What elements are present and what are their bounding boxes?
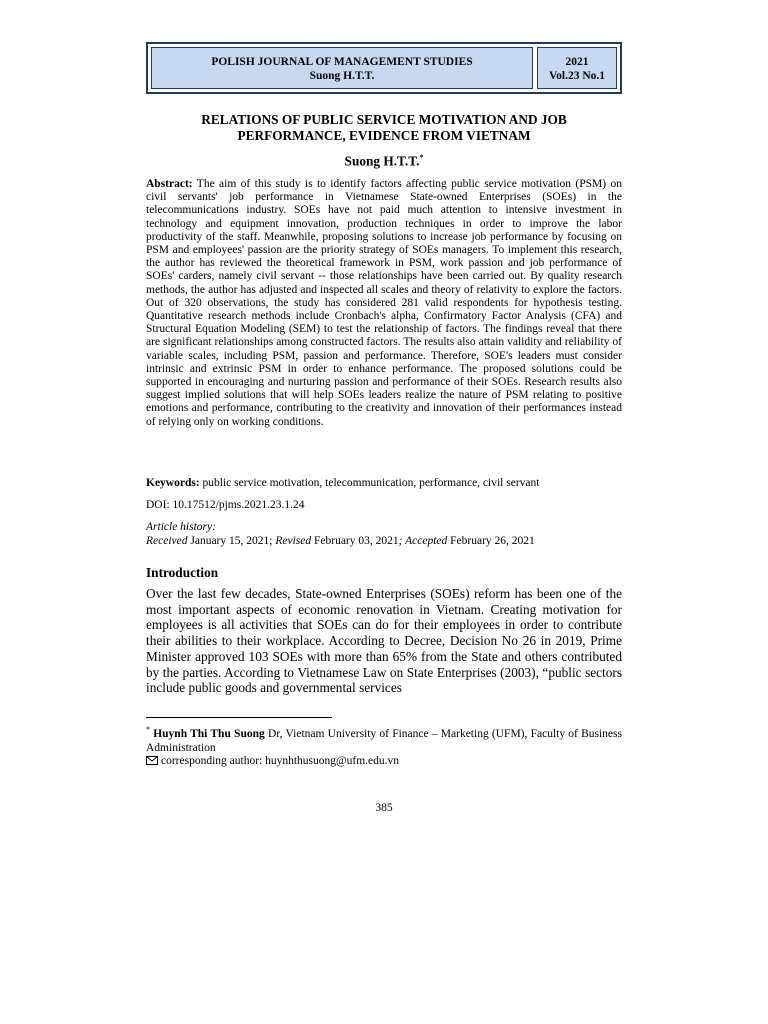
abstract: [146, 178, 622, 429]
section-heading-introduction: Introduction: [146, 565, 219, 580]
revised-label: Revised: [275, 535, 312, 547]
corresponding-email: [146, 754, 622, 769]
footnote-author-name: Huynh Thi Thu Suong: [153, 727, 265, 740]
abstract-label: Abstract:: [146, 178, 193, 190]
history-label: Article history:: [146, 521, 216, 533]
envelope-icon: [146, 755, 158, 769]
keywords-text: public service motivation, telecommunication, performance, civil servant: [202, 477, 540, 489]
author-footnote-mark: *: [419, 153, 424, 162]
page-number: 385: [375, 802, 393, 814]
doi: DOI: 10.17512/pjms.2021.23.1.24: [146, 499, 305, 511]
accepted-label: ; Accepted: [398, 535, 448, 547]
received-date: January 15, 2021;: [190, 535, 273, 547]
author-footnote: [146, 723, 622, 755]
keywords: [146, 477, 622, 491]
journal-year: 2021: [565, 56, 589, 68]
author-name: Suong H.T.T.: [344, 153, 420, 169]
accepted-date: February 26, 2021: [450, 535, 535, 547]
paper-author: [146, 153, 622, 169]
journal-header: [146, 42, 622, 94]
article-history: [146, 520, 622, 548]
keywords-label: Keywords:: [146, 477, 200, 489]
footnote-divider: [146, 717, 332, 718]
journal-volume: Vol.23 No.1: [548, 70, 606, 82]
abstract-text: The aim of this study is to identify factors affecting public service motivation (PSM) on civil servants' job performance in Vietnamese State-owned Enterprises (SOEs) in the telecommunications industry. SOEs have not paid much attention to intensive investment in technology and equipment innovation, production techniques in order to improve the labor productivity of the staff. Meanwhile, proposing solutions to increase job performance by focusing on PSM and employees' passion are the priority strategy of SOEs managers. To implement this research, the author has reviewed the theoretical framework in PSM, work passion and job performance of SOEs' carders, namely civil servant -- those relationships have been carried out. By quality research methods, the author has adjusted and inspected all scales and theory of relativity to explore the factors. Out of 320 observations, the study has considered 281 valid respondents for hypothesis testing. Quantitative research methods include Cronbach's alpha, Confirmatory Factor Analysis (CFA) and Structural Equation Modeling (SEM) to test the relationship of factors. The findings reveal that there are significant relationships among constructed factors. The results also attain validity and reliability of variable scales, including PSM, passion and performance. Therefore, SOE's leaders must consider intrinsic and extrinsic PSM in order to enhance performance. The proposed solutions could be supported in encouraging and nurturing passion and performance of their SOEs. Research results also suggest implied solutions that will help SOEs leaders realize the nature of PSM relating to positive emotions and performance, contributing to the creativity and innovation of their performances instead of relying only on working conditions.: [146, 178, 622, 428]
footnote-mark: *: [146, 725, 150, 734]
journal-name-box: [151, 47, 533, 89]
running-author: Suong H.T.T.: [309, 70, 375, 82]
revised-date: February 03, 2021: [313, 535, 399, 547]
journal-name: POLISH JOURNAL OF MANAGEMENT STUDIES: [211, 56, 473, 68]
volume-box: [537, 47, 617, 89]
footnote-affiliation: Dr, Vietnam University of Finance – Marketing (UFM), Faculty of Business Administration: [146, 727, 622, 754]
paper-title: RELATIONS OF PUBLIC SERVICE MOTIVATION AND JOB PERFORMANCE, EVIDENCE FROM VIETNAM: [201, 112, 567, 143]
introduction-text: Over the last few decades, State-owned Enterprises (SOEs) reform has been one of the most important aspects of economic renovation in Vietnam. Creating motivation for employees is all activities that SOEs can do for their employees in order to contribute their abilities to their workplace. According to Decree, Decision No 26 in 2019, Prime Minister approved 103 SOEs with more than 65% from the State and others contributed by the parties. According to Vietnamese Law on State Enterprises (2003), “public sectors include public goods and governmental services: [146, 586, 622, 696]
email-text: corresponding author: huynhthusuong@ufm.edu.vn: [161, 755, 400, 767]
received-label: Received: [146, 535, 188, 547]
